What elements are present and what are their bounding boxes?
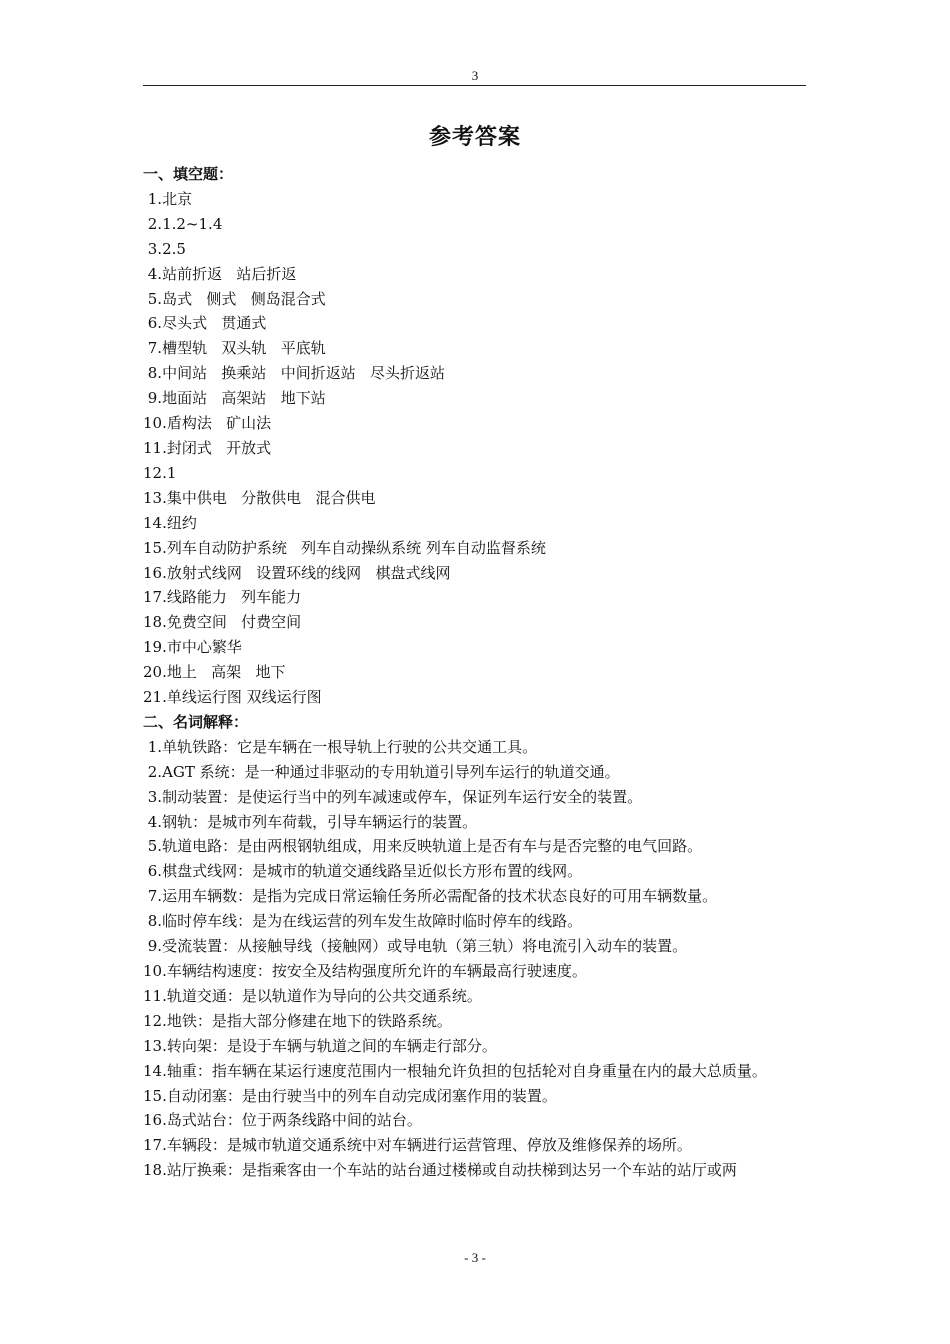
answer-line: 2.AGT 系统：是一种通过非驱动的专用轨道引导列车运行的轨道交通。 (143, 762, 620, 781)
answer-line: 17.线路能力 列车能力 (143, 588, 302, 607)
answer-line: 16.岛式站台：位于两条线路中间的站台。 (143, 1111, 422, 1130)
answer-line: 15.列车自动防护系统 列车自动操纵系统 列车自动监督系统 (143, 538, 546, 557)
answer-line: 2.1.2~1.4 (143, 214, 223, 233)
answer-line: 16.放射式线网 设置环线的线网 棋盘式线网 (143, 563, 451, 582)
answer-content (143, 162, 808, 1183)
answer-line: 5.轨道电路：是由两根钢轨组成，用来反映轨道上是否有车与是否完整的电气回路。 (143, 837, 703, 856)
answer-line: 14.纽约 (143, 513, 197, 532)
answer-line: 18.站厅换乘：是指乘客由一个车站的站台通过楼梯或自动扶梯到达另一个车站的站厅或两 (143, 1161, 737, 1180)
answer-line: 11.轨道交通：是以轨道作为导向的公共交通系统。 (143, 986, 482, 1005)
answer-line: 6.棋盘式线网：是城市的轨道交通线路呈近似长方形布置的线网。 (143, 862, 583, 881)
answer-line: 18.免费空间 付费空间 (143, 613, 302, 632)
answer-line: 12.1 (143, 463, 177, 482)
footer-page-label: - 3 - (464, 1250, 486, 1265)
header-page-number: 3 (471, 68, 479, 83)
section-terms-list (143, 735, 808, 1183)
answer-line: 9.受流装置：从接触导线（接触网）或导电轨（第三轨）将电流引入动车的装置。 (143, 937, 688, 956)
answer-line: 15.自动闭塞：是由行驶当中的列车自动完成闭塞作用的装置。 (143, 1086, 557, 1105)
answer-line: 6.尽头式 贯通式 (143, 314, 267, 333)
answer-line: 20.地上 高架 地下 (143, 663, 286, 682)
answer-line: 19.市中心繁华 (143, 638, 242, 657)
page-title: 参考答案 (428, 125, 521, 150)
answer-line: 5.岛式 侧式 侧岛混合式 (143, 289, 326, 308)
answer-line: 1.北京 (143, 189, 193, 208)
answer-line: 14.轴重：指车辆在某运行速度范围内一根轴允许负担的包括轮对自身重量在内的最大总质量。 (143, 1061, 767, 1080)
answer-line: 7.槽型轨 双头轨 平底轨 (143, 339, 326, 358)
answer-line: 8.临时停车线：是为在线运营的列车发生故障时临时停车的线路。 (143, 912, 583, 931)
answer-line: 10.车辆结构速度：按安全及结构强度所允许的车辆最高行驶速度。 (143, 962, 587, 980)
section-terms-heading: 二、名词解释： (143, 712, 249, 731)
answer-line: 17.车辆段：是城市轨道交通系统中对车辆进行运营管理、停放及维修保养的场所。 (143, 1136, 692, 1155)
section-fill-blank-heading: 一、填空题： (143, 165, 234, 183)
answer-line: 13.转向架：是设于车辆与轨道之间的车辆走行部分。 (143, 1036, 497, 1055)
answer-line: 3.2.5 (143, 239, 186, 258)
answer-line: 21.单线运行图 双线运行图 (143, 688, 322, 707)
header-rule (143, 85, 806, 86)
answer-line: 13.集中供电 分散供电 混合供电 (143, 488, 376, 507)
answer-line: 8.中间站 换乘站 中间折返站 尽头折返站 (143, 364, 445, 383)
answer-line: 9.地面站 高架站 地下站 (143, 389, 326, 408)
answer-line: 12.地铁：是指大部分修建在地下的铁路系统。 (143, 1011, 452, 1030)
answer-line: 7.运用车辆数：是指为完成日常运输任务所必需配备的技术状态良好的可用车辆数量。 (143, 887, 718, 906)
answer-line: 10.盾构法 矿山法 (143, 414, 272, 433)
answer-line: 4.站前折返 站后折返 (143, 264, 297, 283)
answer-line: 3.制动装置：是使运行当中的列车减速或停车，保证列车运行安全的装置。 (143, 787, 643, 806)
answer-line: 11.封闭式 开放式 (143, 438, 272, 457)
answer-line: 4.钢轨：是城市列车荷载，引导车辆运行的装置。 (143, 812, 478, 831)
answer-line: 1.单轨铁路：它是车辆在一根导轨上行驶的公共交通工具。 (143, 737, 538, 756)
section-fill-blank-list (143, 187, 808, 710)
